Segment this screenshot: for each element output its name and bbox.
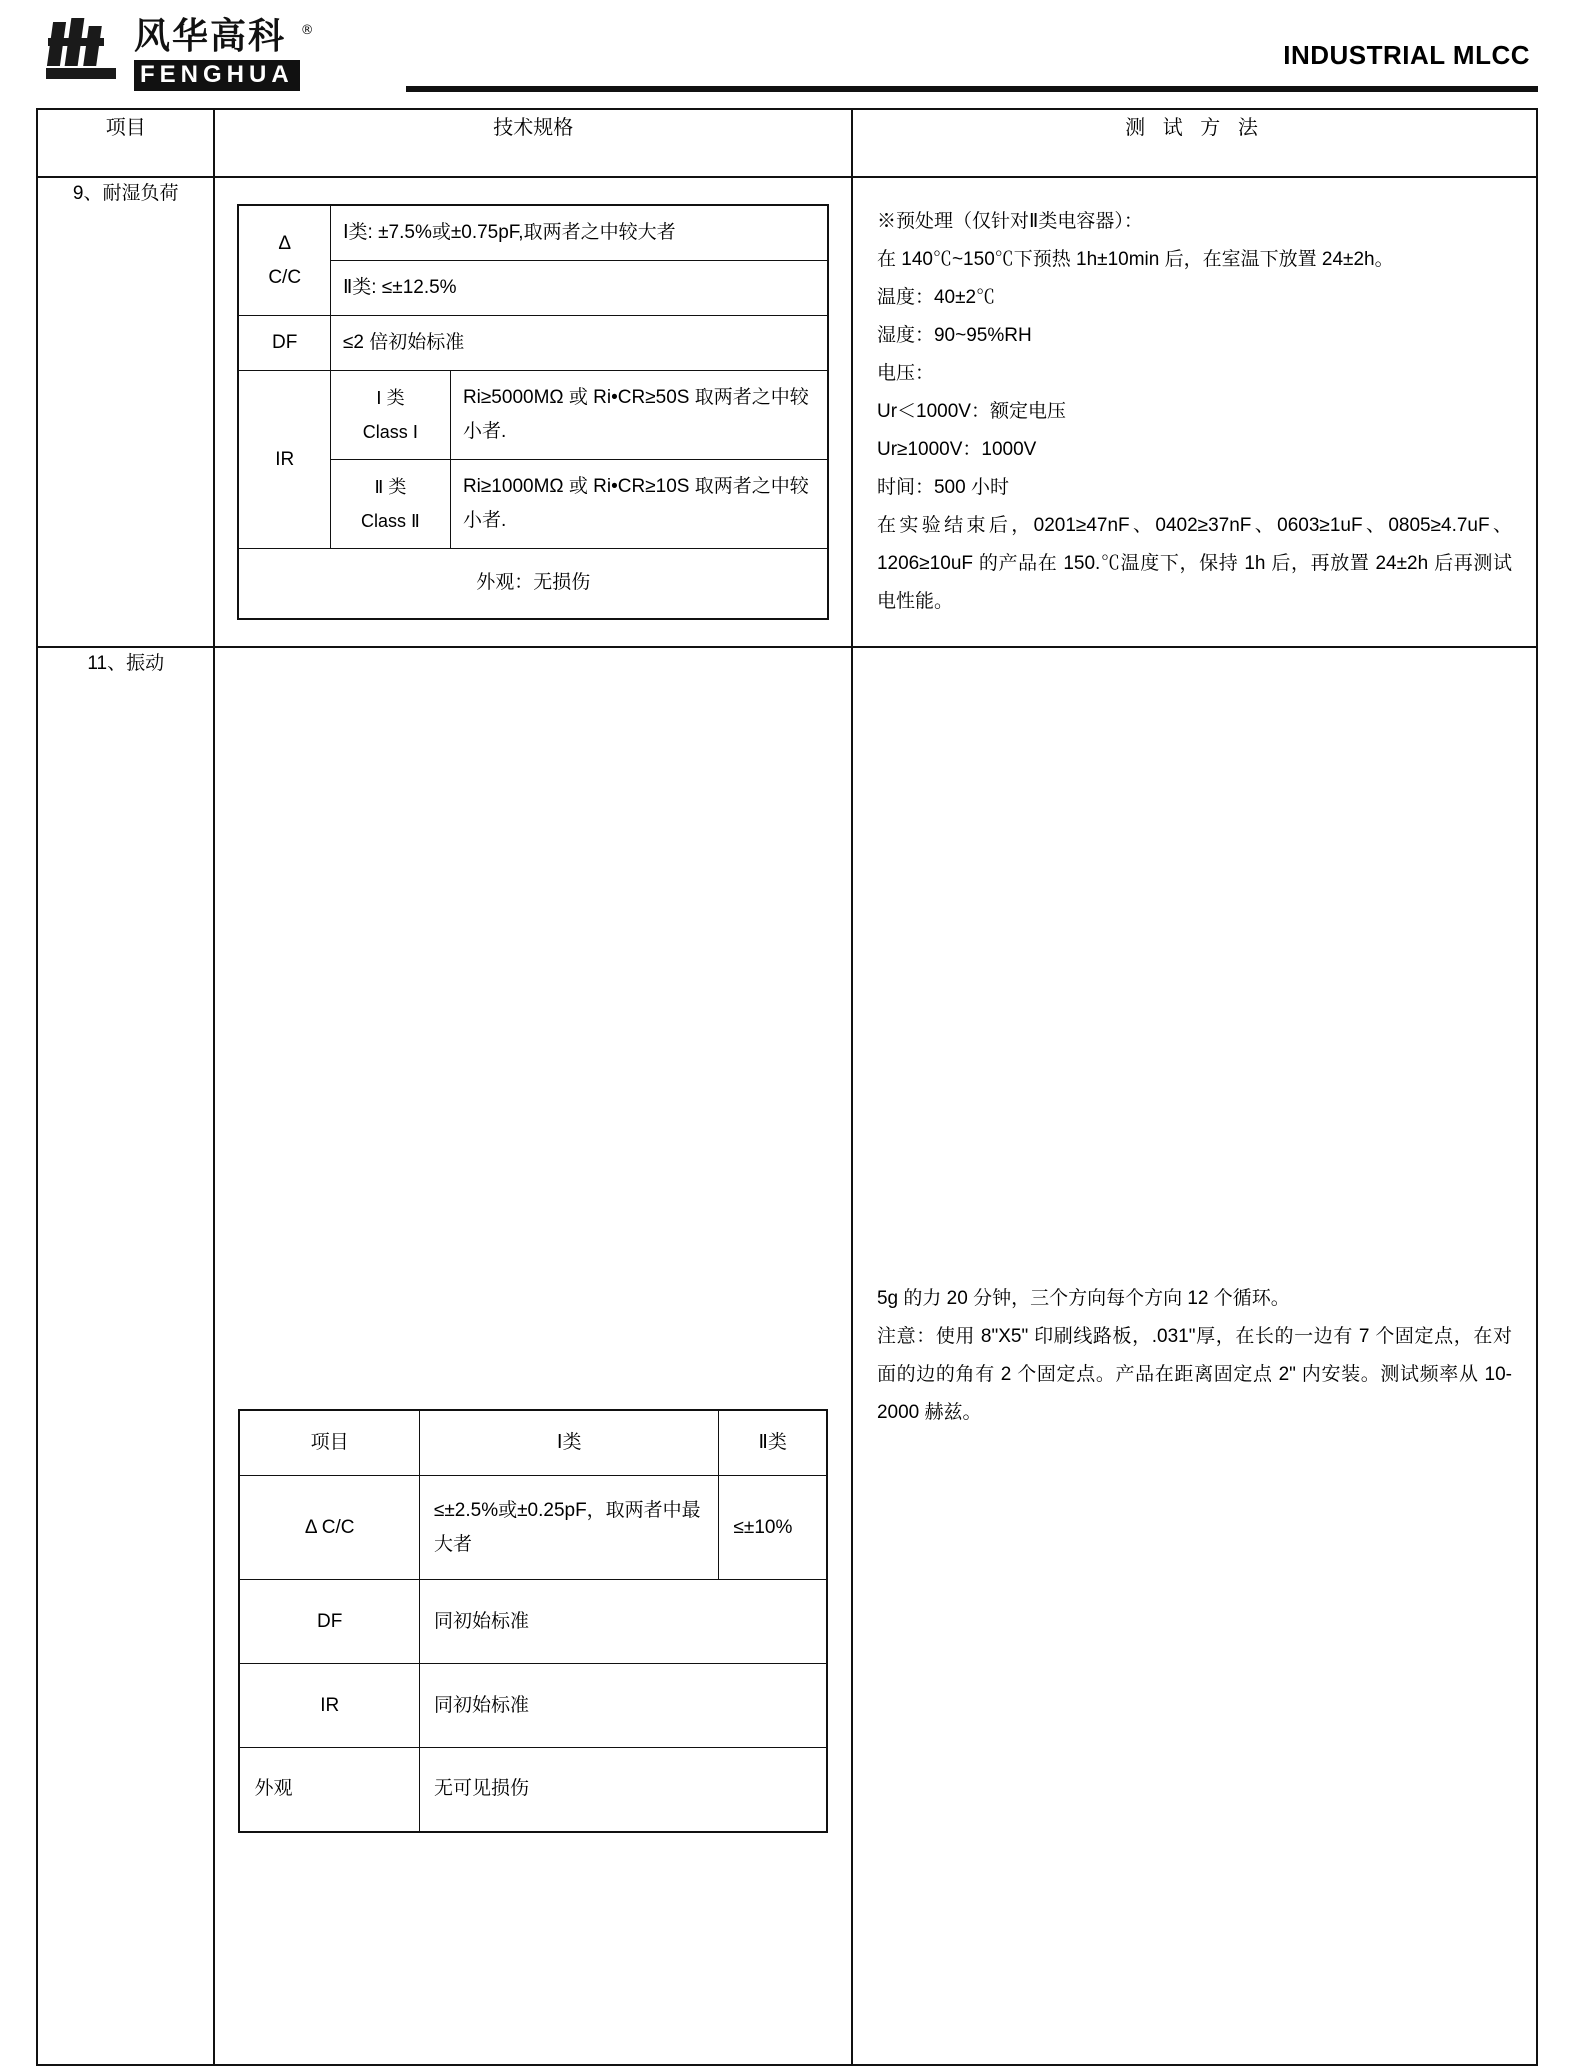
page-header xyxy=(36,0,1538,108)
inner-row-appearance xyxy=(238,549,828,619)
vib-value-df: 同初始标准 xyxy=(419,1580,827,1664)
spec-bottom-spacer xyxy=(216,1833,850,2063)
method-line: 注意：使用 8"X5" 印刷线路板，.031"厚，在长的一边有 7 个固定点，在对面的边的角有 2 个固定点。产品在距离固定点 2" 内安装。测试频率从 10-2000 赫兹。 xyxy=(876,1325,1512,1423)
row-spec-9 xyxy=(214,177,852,647)
inner-row-df xyxy=(239,1580,827,1664)
method-line: Ur＜1000V：额定电压 xyxy=(876,400,1066,422)
vib-value-dcc-class2: ≤±10% xyxy=(719,1476,827,1580)
specification-table xyxy=(36,108,1538,2066)
vib-value-ir: 同初始标准 xyxy=(419,1664,827,1748)
vib-header-class1: Ⅰ类 xyxy=(419,1410,719,1476)
row-spec-11 xyxy=(214,647,852,2065)
method-line: ※预处理（仅针对Ⅱ类电容器）： xyxy=(876,210,1143,232)
vib-header-class2: Ⅱ类 xyxy=(719,1410,827,1476)
vib-label-df: DF xyxy=(239,1580,419,1664)
label-class-1: Ⅰ 类 Class Ⅰ xyxy=(330,371,450,460)
fenghua-logo-icon xyxy=(48,18,124,80)
column-header-item: 项目 xyxy=(37,109,214,177)
header-divider xyxy=(406,86,1538,92)
method-line: 在 140℃~150℃下预热 1h±10min 后，在室温下放置 24±2h。 xyxy=(876,248,1394,270)
label-ir: IR xyxy=(238,371,330,549)
table-row xyxy=(37,177,1537,647)
method-line: 5g 的力 20 分钟，三个方向每个方向 12 个循环。 xyxy=(876,1287,1290,1309)
vibration-spec-inner-table xyxy=(238,1409,828,1833)
company-logo xyxy=(48,16,316,91)
label-class-2: Ⅱ 类 Class Ⅱ xyxy=(330,460,450,549)
method-line: 温度：40±2℃ xyxy=(876,286,996,308)
registered-trademark-icon: ® xyxy=(300,23,316,38)
label-df: DF xyxy=(238,316,330,371)
row-method-9 xyxy=(852,177,1537,647)
column-header-spec: 技术规格 xyxy=(214,109,852,177)
inner-row-df xyxy=(238,316,828,371)
vibration-spec-wrapper xyxy=(216,1409,850,1833)
logo-english-name: FENGHUA xyxy=(134,60,300,91)
value-appearance: 外观：无损伤 xyxy=(238,549,828,619)
inner-row-ir xyxy=(239,1664,827,1748)
method-line: 在实验结束后，0201≥47nF、0402≥37nF、0603≥1uF、0805≥4.7uF、1206≥10uF 的产品在 150.℃温度下，保持 1h 后，再放置 24±2h 后再测试电性能。 xyxy=(876,514,1512,612)
vib-label-ir: IR xyxy=(239,1664,419,1748)
value-dcc-class1: Ⅰ类: ±7.5%或±0.75pF,取两者之中较大者 xyxy=(330,205,828,261)
value-dcc-class2: Ⅱ类: ≤±12.5% xyxy=(330,261,828,316)
row-item-label-9: 9、耐湿负荷 xyxy=(37,177,214,647)
row-item-label-11: 11、振动 xyxy=(37,647,214,2065)
table-header-row xyxy=(37,109,1537,177)
inner-row-dcc xyxy=(239,1476,827,1580)
value-df: ≤2 倍初始标准 xyxy=(330,316,828,371)
vib-header-item: 项目 xyxy=(239,1410,419,1476)
value-ir-class1: Ri≥5000MΩ 或 Ri•CR≥50S 取两者之中较小者. xyxy=(450,371,828,460)
vib-value-appearance: 无可见损伤 xyxy=(419,1748,827,1832)
inner-header-row xyxy=(239,1410,827,1476)
table-row xyxy=(37,647,1537,2065)
logo-chinese-name xyxy=(134,16,316,57)
label-delta-cc: Δ C/C xyxy=(238,205,330,316)
vib-label-delta-cc: Δ C/C xyxy=(239,1476,419,1580)
vib-label-appearance: 外观 xyxy=(239,1748,419,1832)
humidity-spec-inner-table xyxy=(237,204,829,620)
inner-row-appearance xyxy=(239,1748,827,1832)
column-header-method: 测 试 方 法 xyxy=(852,109,1537,177)
logo-chinese-text: 风华高科 xyxy=(134,16,287,57)
value-ir-class2: Ri≥1000MΩ 或 Ri•CR≥10S 取两者之中较小者. xyxy=(450,460,828,549)
vib-value-dcc-class1: ≤±2.5%或±0.25pF，取两者中最大者 xyxy=(419,1476,719,1580)
method-line: 湿度：90~95%RH xyxy=(876,324,1032,346)
method-line: Ur≥1000V：1000V xyxy=(876,438,1037,460)
spec-top-spacer xyxy=(216,649,850,1409)
method-line: 时间：500 小时 xyxy=(876,476,1009,498)
row-method-11 xyxy=(852,647,1537,2065)
inner-row-dcc-class1 xyxy=(238,205,828,261)
method-line: 电压： xyxy=(876,362,934,384)
inner-row-ir-class1 xyxy=(238,371,828,460)
document-title: INDUSTRIAL MLCC xyxy=(1283,40,1530,70)
